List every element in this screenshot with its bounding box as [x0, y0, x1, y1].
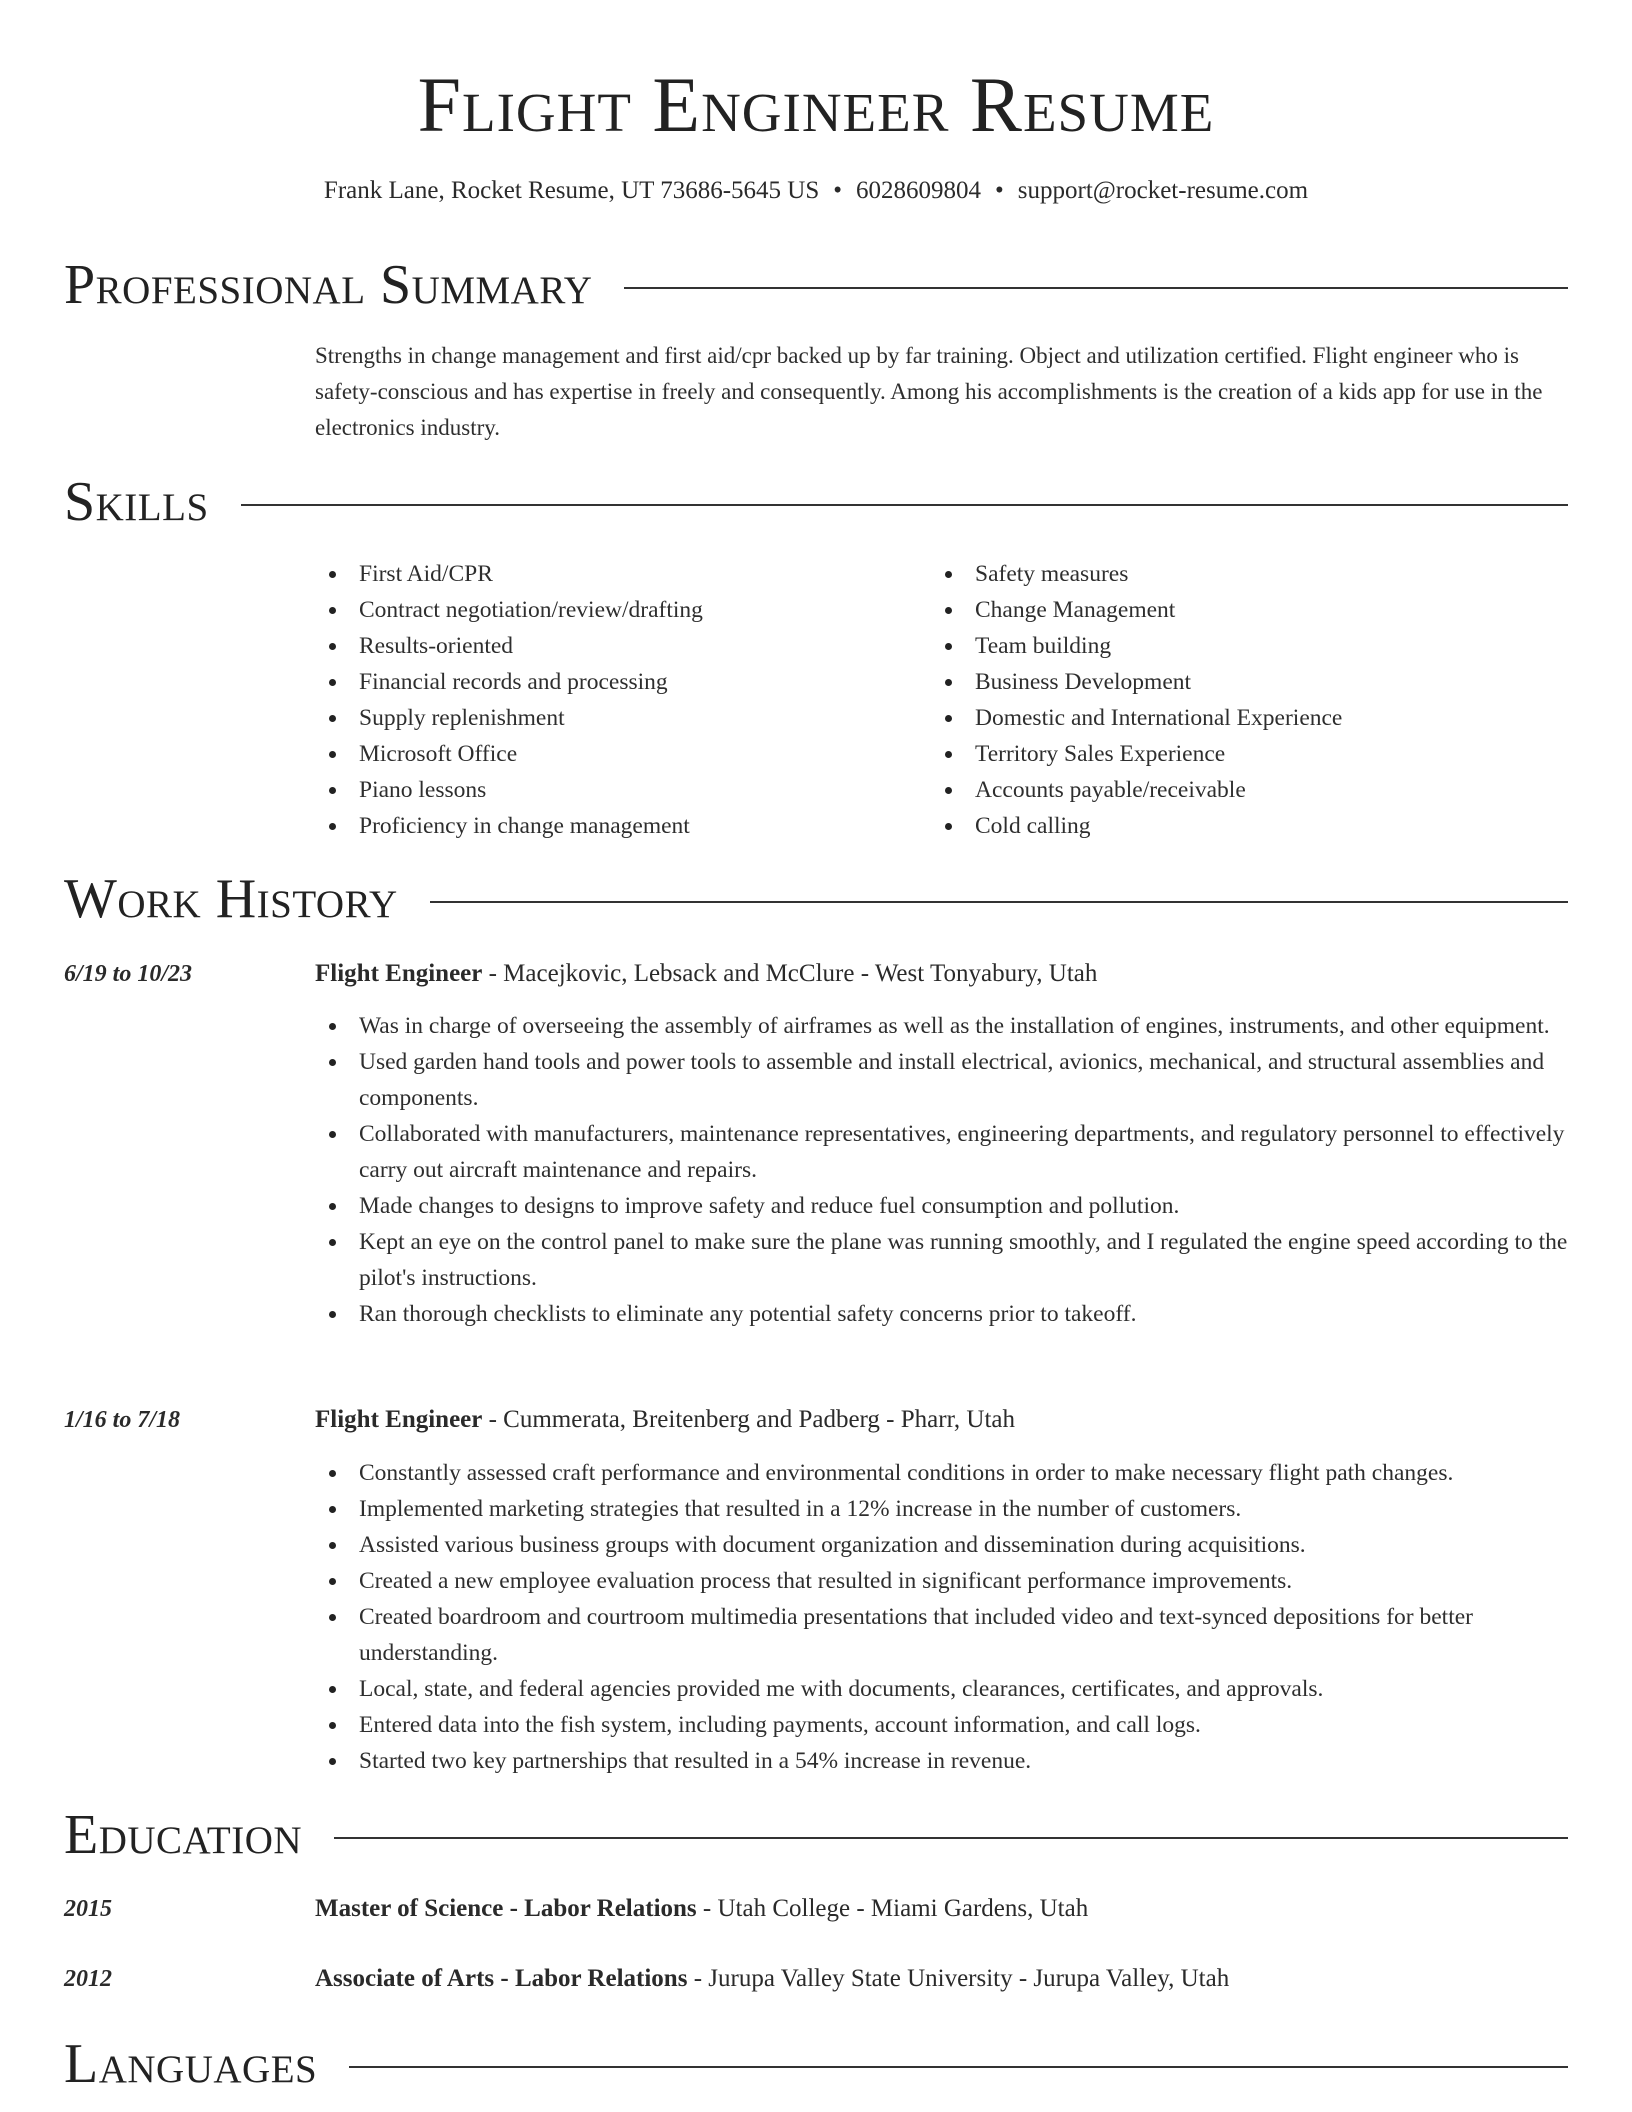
job-bullet: Created boardroom and courtroom multimedia presentations that included video and text-synced depositions for better understanding. — [315, 1599, 1570, 1671]
section-heading: Skills — [64, 471, 209, 533]
section-heading: Professional Summary — [64, 254, 593, 316]
section-heading: Education — [64, 1804, 303, 1866]
section-heading: Work History — [64, 868, 398, 930]
skill-item: Change Management — [931, 592, 1571, 628]
skill-item: Microsoft Office — [315, 736, 915, 772]
job-bullet: Ran thorough checklists to eliminate any potential safety concerns prior to takeoff. — [315, 1296, 1570, 1332]
skill-item: Financial records and processing — [315, 664, 915, 700]
skill-item: Safety measures — [931, 556, 1571, 592]
job-bullet: Assisted various business groups with document organization and dissemination during acquisitions. — [315, 1527, 1570, 1563]
skill-item: Piano lessons — [315, 772, 915, 808]
job-bullet: Collaborated with manufacturers, maintenance representatives, engineering departments, and regulatory personnel to effectively carry out aircraft maintenance and repairs. — [315, 1116, 1570, 1188]
contact-separator: • — [995, 177, 1004, 204]
section-work-header — [64, 867, 1568, 931]
job-bullets — [315, 1455, 1570, 1779]
section-divider — [430, 901, 1568, 903]
contact-email[interactable]: support@rocket-resume.com — [1017, 177, 1309, 204]
job-title-line — [315, 1404, 1570, 1436]
page-title: Flight Engineer Resume — [417, 61, 1215, 148]
skill-item: Territory Sales Experience — [931, 736, 1571, 772]
job-title: Flight Engineer — [315, 1406, 483, 1433]
education-year: 2012 — [64, 1966, 112, 1992]
skills-list-right — [931, 556, 1571, 844]
skill-item: Cold calling — [931, 808, 1571, 844]
contact-separator: • — [833, 177, 842, 204]
skill-item: Business Development — [931, 664, 1571, 700]
summary-text: Strengths in change management and first aid/cpr backed up by far training. Object and utilization certified. Flight engineer who is safety-conscious and has expertise in freely and consequently. Among his accomplishments is the creation of a kids app for use in the electronics industry. — [315, 343, 1543, 440]
section-heading: Languages — [64, 2033, 318, 2095]
contact-address: Frank Lane, Rocket Resume, UT 73686-5645 US — [323, 177, 820, 204]
job-bullet: Was in charge of overseeing the assembly of airframes as well as the installation of engines, instruments, and other equipment. — [315, 1008, 1570, 1044]
skill-item: Domestic and International Experience — [931, 700, 1571, 736]
contact-line — [0, 175, 1632, 207]
skill-item: Team building — [931, 628, 1571, 664]
skill-item: Contract negotiation/review/drafting — [315, 592, 915, 628]
job-bullet: Started two key partnerships that resulted in a 54% increase in revenue. — [315, 1743, 1570, 1779]
education-details: - Jurupa Valley State University - Jurupa Valley, Utah — [687, 1965, 1230, 1992]
section-divider — [624, 287, 1568, 289]
section-summary-header — [64, 253, 1568, 317]
skill-item: Supply replenishment — [315, 700, 915, 736]
job-details: - Macejkovic, Lebsack and McClure - West Tonyabury, Utah — [482, 960, 1098, 987]
job-details: - Cummerata, Breitenberg and Padberg - Pharr, Utah — [482, 1406, 1016, 1433]
job-bullets — [315, 1008, 1570, 1332]
education-degree: Master of Science - Labor Relations — [315, 1895, 697, 1922]
section-languages-header — [64, 2032, 1568, 2096]
education-entry — [315, 1893, 1570, 1925]
job-bullet: Made changes to designs to improve safety and reduce fuel consumption and pollution. — [315, 1188, 1570, 1224]
education-year: 2015 — [64, 1896, 112, 1922]
job-dates: 6/19 to 10/23 — [64, 961, 193, 987]
job-bullet: Constantly assessed craft performance and environmental conditions in order to make necessary flight path changes. — [315, 1455, 1570, 1491]
education-degree: Associate of Arts - Labor Relations — [315, 1965, 688, 1992]
job-bullet: Local, state, and federal agencies provided me with documents, clearances, certificates, and approvals. — [315, 1671, 1570, 1707]
section-education-header — [64, 1803, 1568, 1867]
section-skills-header — [64, 470, 1568, 534]
job-bullet: Entered data into the fish system, including payments, account information, and call logs. — [315, 1707, 1570, 1743]
job-title: Flight Engineer — [315, 960, 483, 987]
section-divider — [241, 504, 1568, 506]
skill-item: Proficiency in change management — [315, 808, 915, 844]
section-divider — [334, 1837, 1568, 1839]
education-details: - Utah College - Miami Gardens, Utah — [696, 1895, 1089, 1922]
contact-phone[interactable]: 6028609804 — [856, 177, 981, 204]
skill-item: Results-oriented — [315, 628, 915, 664]
job-bullet: Created a new employee evaluation process that resulted in significant performance improvements. — [315, 1563, 1570, 1599]
job-bullet: Implemented marketing strategies that resulted in a 12% increase in the number of customers. — [315, 1491, 1570, 1527]
section-divider — [349, 2066, 1568, 2068]
skill-item: Accounts payable/receivable — [931, 772, 1571, 808]
skill-item: First Aid/CPR — [315, 556, 915, 592]
job-dates: 1/16 to 7/18 — [64, 1407, 181, 1433]
job-bullet: Kept an eye on the control panel to make sure the plane was running smoothly, and I regulated the engine speed according to the pilot's instructions. — [315, 1224, 1570, 1296]
job-title-line — [315, 958, 1570, 990]
skills-list-left — [315, 556, 915, 844]
education-entry — [315, 1963, 1570, 1995]
job-bullet: Used garden hand tools and power tools to assemble and install electrical, avionics, mechanical, and structural assemblies and components. — [315, 1044, 1570, 1116]
